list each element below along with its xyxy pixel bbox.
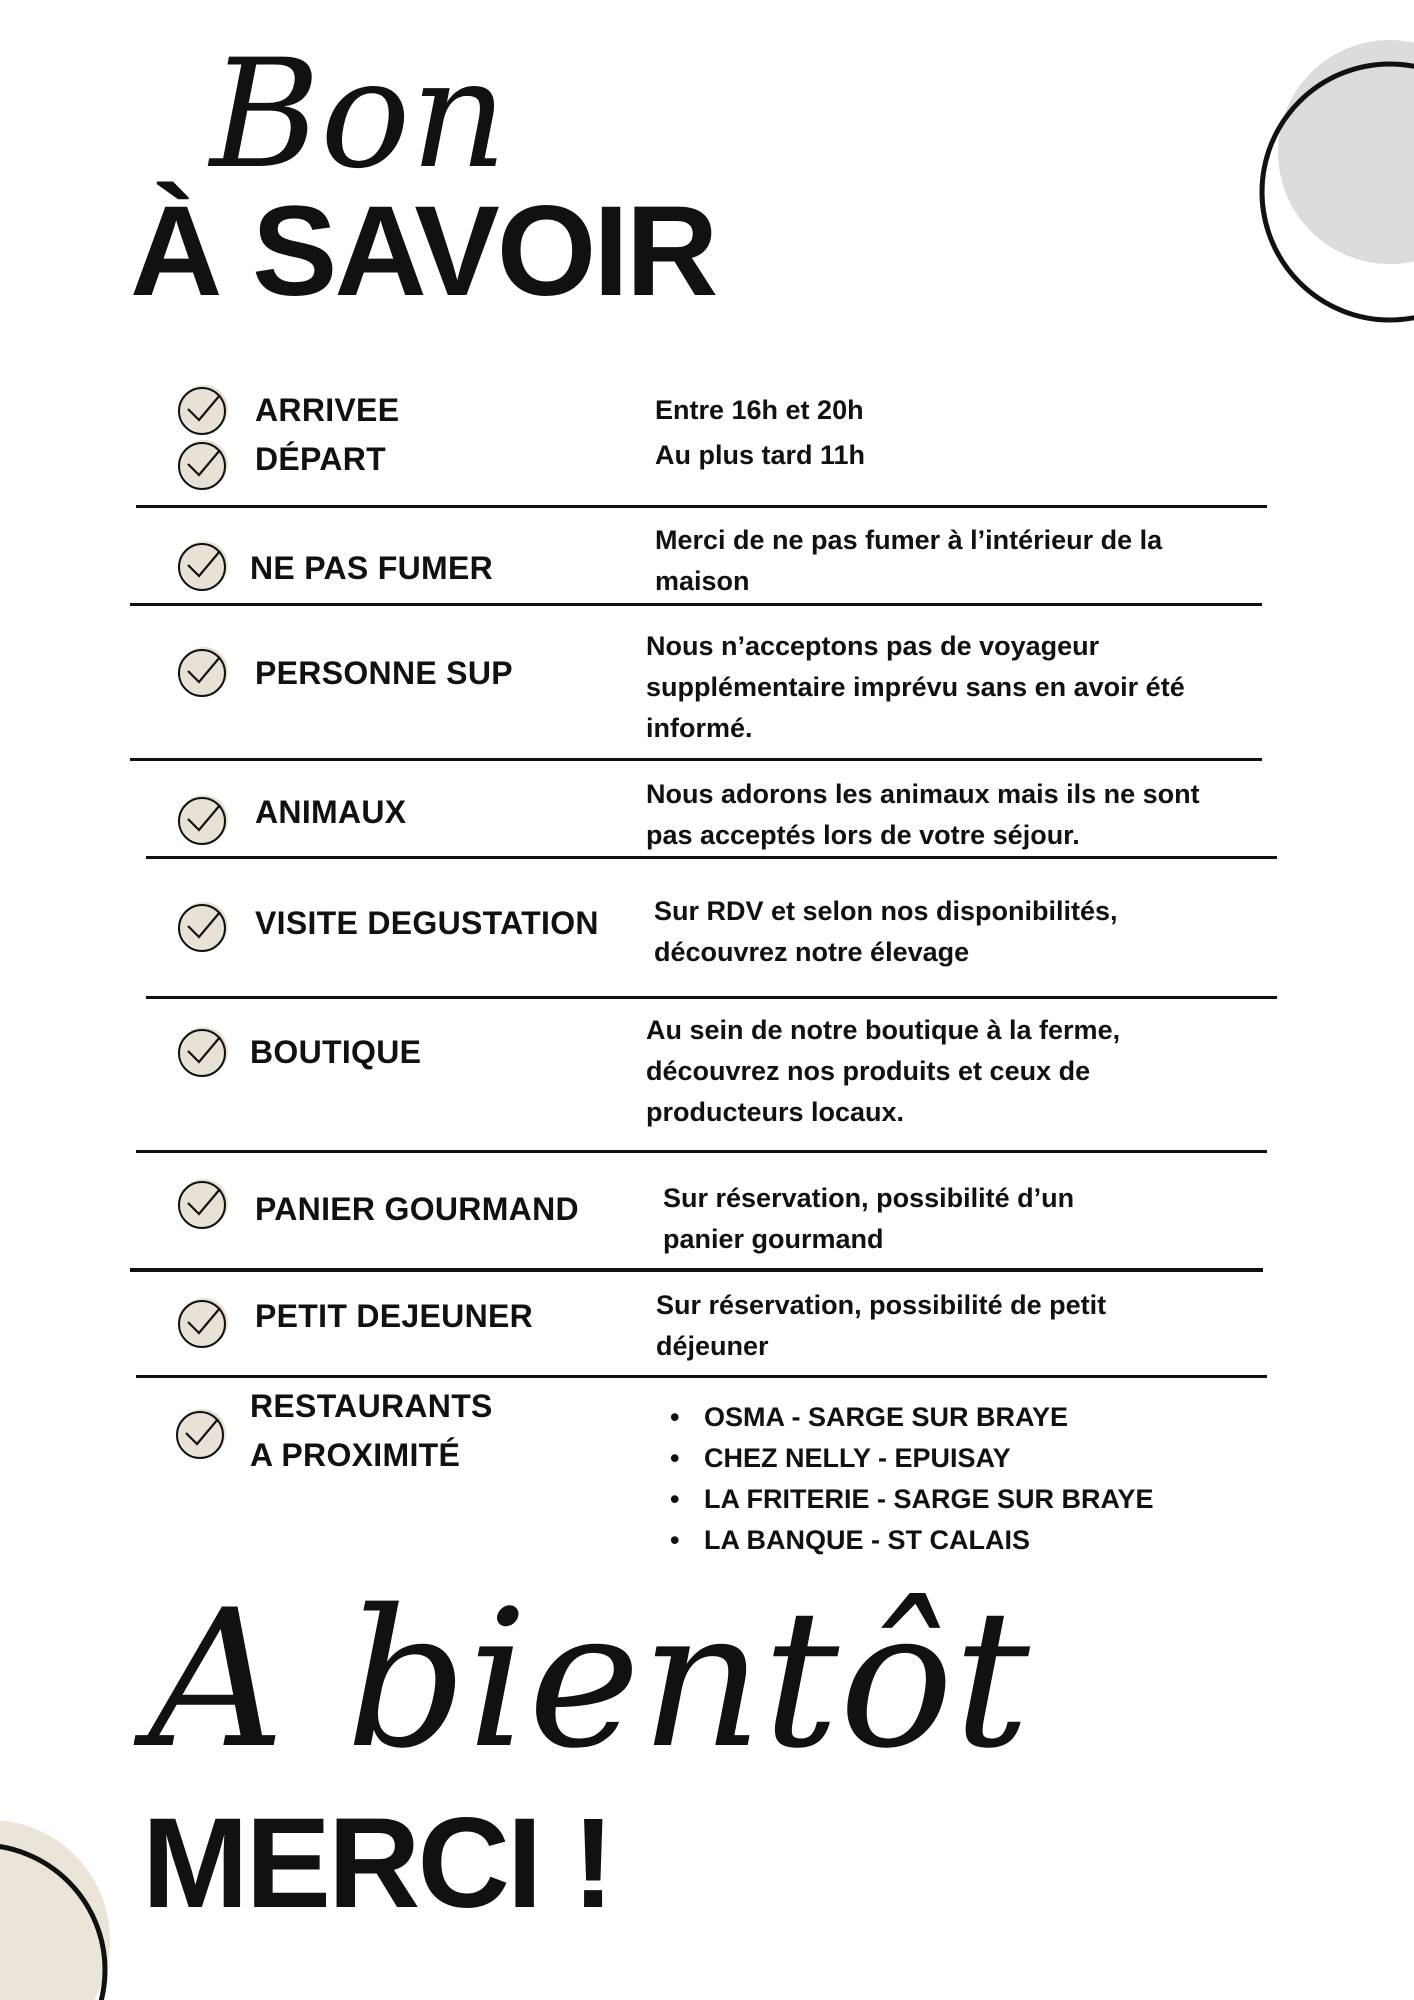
item-label-panier-gourmand: PANIER GOURMAND bbox=[255, 1191, 579, 1227]
list-item: • OSMA - SARGE SUR BRAYE bbox=[704, 1397, 1164, 1438]
divider bbox=[130, 603, 1262, 606]
top-right-decor-circles bbox=[1240, 30, 1414, 330]
item-desc-boutique: Au sein de notre boutique à la ferme, découvrez nos produits et ceux de producteurs locaux. bbox=[646, 1015, 1121, 1127]
a-bientot-script: A bientôt bbox=[148, 1569, 1030, 1790]
bon-text: Bon bbox=[210, 28, 508, 202]
divider bbox=[136, 505, 1267, 508]
divider bbox=[130, 1268, 1263, 1272]
divider bbox=[146, 856, 1277, 859]
list-item: • CHEZ NELLY - EPUISAY bbox=[704, 1438, 1164, 1479]
closing-merci: MERCI ! bbox=[142, 1792, 612, 1935]
check-circle-icon bbox=[178, 383, 230, 435]
list-item: • LA BANQUE - ST CALAIS bbox=[704, 1520, 1164, 1561]
item-desc-petit-dejeuner: Sur réservation, possibilité de petit déjeuner bbox=[656, 1290, 1107, 1361]
item-desc-ne-pas-fumer: Merci de ne pas fumer à l’intérieur de la maison bbox=[655, 525, 1163, 596]
item-label-boutique: BOUTIQUE bbox=[250, 1034, 422, 1070]
item-desc-animaux: Nous adorons les animaux mais ils ne sont pas acceptés lors de votre séjour. bbox=[646, 779, 1200, 850]
check-circle-icon bbox=[178, 900, 230, 952]
item-label-personne-sup: PERSONNE SUP bbox=[255, 655, 513, 691]
item-label-arrivee: ARRIVEE bbox=[255, 392, 400, 428]
item-label-ne-pas-fumer: NE PAS FUMER bbox=[250, 550, 494, 586]
item-desc-depart: Au plus tard 11h bbox=[655, 440, 866, 470]
check-circle-icon bbox=[178, 539, 230, 591]
list-item: • LA FRITERIE - SARGE SUR BRAYE bbox=[704, 1479, 1164, 1520]
item-label-depart: DÉPART bbox=[255, 441, 386, 477]
item-label-petit-dejeuner: PETIT DEJEUNER bbox=[255, 1298, 534, 1334]
item-desc-arrivee: Entre 16h et 20h bbox=[655, 395, 864, 425]
bon-script-heading bbox=[210, 28, 508, 202]
item-desc-personne-sup: Nous n’acceptons pas de voyageur supplémentaire imprévu sans en avoir été informé. bbox=[646, 631, 1185, 743]
check-circle-icon bbox=[176, 1407, 228, 1459]
item-desc-panier-gourmand: Sur réservation, possibilité d’un panier gourmand bbox=[663, 1183, 1075, 1254]
item-label-visite-degustation: VISITE DEGUSTATION bbox=[255, 905, 599, 941]
item-label-animaux: ANIMAUX bbox=[255, 794, 407, 830]
check-circle-icon bbox=[178, 1296, 230, 1348]
divider bbox=[146, 996, 1277, 999]
check-circle-icon bbox=[178, 438, 230, 490]
page-title: À SAVOIR bbox=[130, 180, 716, 323]
bottom-left-decor-circles bbox=[0, 1770, 130, 2000]
check-circle-icon bbox=[178, 1025, 230, 1077]
divider bbox=[136, 1375, 1267, 1378]
divider bbox=[130, 758, 1262, 761]
check-circle-icon bbox=[178, 1177, 230, 1229]
item-label-restaurants-line2: A PROXIMITÉ bbox=[250, 1437, 461, 1473]
restaurants-list bbox=[670, 1397, 1164, 1561]
check-circle-icon bbox=[178, 793, 230, 845]
item-desc-visite-degustation: Sur RDV et selon nos disponibilités, découvrez notre élevage bbox=[654, 896, 1118, 967]
divider bbox=[136, 1150, 1267, 1153]
check-circle-icon bbox=[178, 645, 230, 697]
item-label-restaurants-line1: RESTAURANTS bbox=[250, 1388, 493, 1424]
